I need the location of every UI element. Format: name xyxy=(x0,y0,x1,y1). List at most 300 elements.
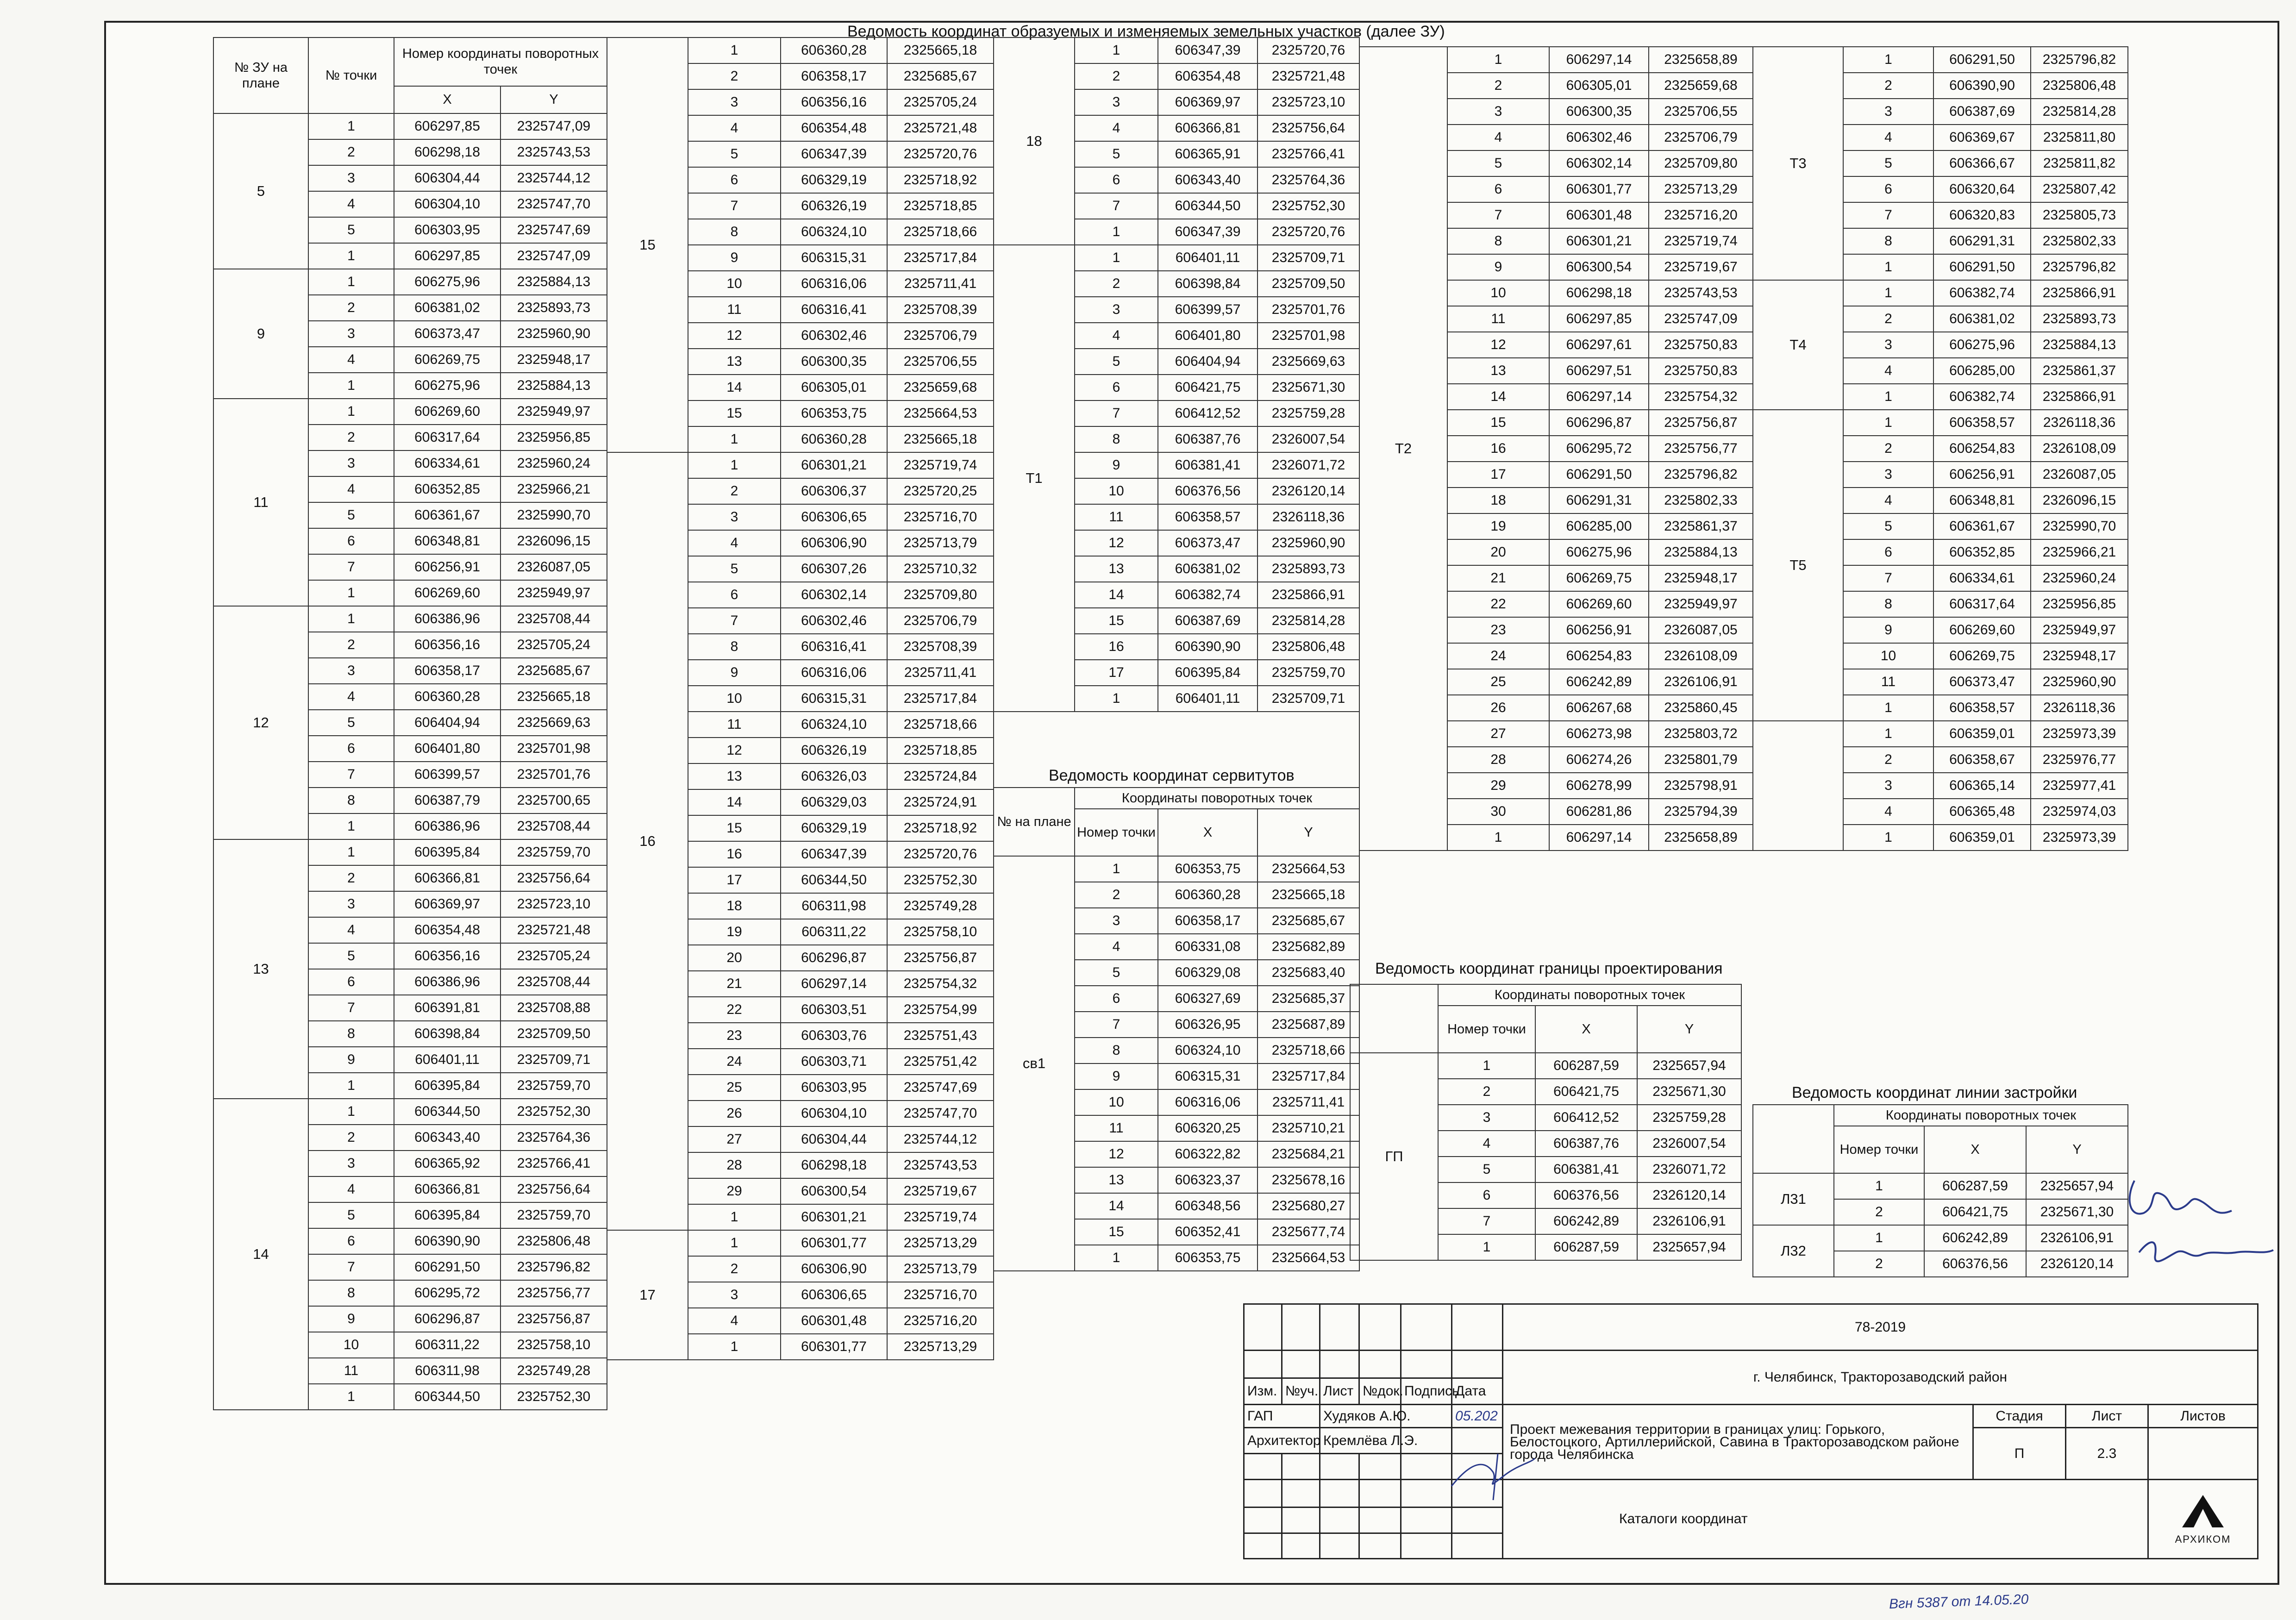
point-no-cell: 1 xyxy=(308,1099,394,1125)
x-cell: 606366,81 xyxy=(394,865,500,891)
y-cell: 2325724,84 xyxy=(887,763,994,789)
x-cell: 606361,67 xyxy=(394,502,500,528)
zu-table-1 xyxy=(213,37,607,1410)
x-cell: 606302,46 xyxy=(781,323,887,349)
x-cell: 606395,84 xyxy=(394,839,500,865)
x-cell: 606315,31 xyxy=(781,245,887,271)
point-no-cell: 7 xyxy=(1843,565,1933,591)
table-row xyxy=(1753,47,2128,73)
x-cell: 606401,11 xyxy=(1158,686,1257,712)
y-cell: 2325743,53 xyxy=(500,139,607,165)
stage-header: Стадия xyxy=(1973,1405,2066,1428)
y-cell: 2325811,82 xyxy=(2031,150,2128,176)
x-cell: 606291,50 xyxy=(394,1254,500,1280)
y-cell: 2326096,15 xyxy=(500,528,607,554)
point-no-cell: 5 xyxy=(308,1202,394,1228)
table-row xyxy=(213,606,607,632)
x-cell: 606275,96 xyxy=(1549,539,1649,565)
y-cell: 2325701,76 xyxy=(500,762,607,788)
x-cell: 606304,10 xyxy=(394,191,500,217)
y-cell: 2325751,43 xyxy=(887,1023,994,1049)
y-cell: 2325807,42 xyxy=(2031,176,2128,202)
y-cell: 2325718,66 xyxy=(887,712,994,738)
point-no-cell: 2 xyxy=(688,1256,781,1282)
x-cell: 606373,47 xyxy=(1158,530,1257,556)
x-cell: 606348,81 xyxy=(394,528,500,554)
x-cell: 606269,60 xyxy=(394,399,500,425)
x-cell: 606297,85 xyxy=(1549,306,1649,332)
x-cell: 606256,91 xyxy=(1933,462,2031,488)
y-cell: 2325806,48 xyxy=(2031,73,2128,99)
point-no-cell: 10 xyxy=(308,1332,394,1358)
point-no-cell: 8 xyxy=(308,1280,394,1306)
header-y: Y xyxy=(2026,1126,2128,1173)
zu-id-cell: 12 xyxy=(213,606,308,839)
x-cell: 606329,08 xyxy=(1158,960,1257,986)
x-cell: 606360,28 xyxy=(781,426,887,452)
y-cell: 2325884,13 xyxy=(1649,539,1753,565)
point-no-cell: 3 xyxy=(308,1151,394,1176)
point-no-cell: 23 xyxy=(688,1023,781,1049)
header-y: Y xyxy=(1257,809,1359,856)
x-cell: 606275,96 xyxy=(394,373,500,399)
y-cell: 2326071,72 xyxy=(1637,1157,1741,1182)
point-no-cell: 3 xyxy=(308,165,394,191)
role-arch: Архитектор xyxy=(1244,1428,1320,1454)
x-cell: 606386,96 xyxy=(394,813,500,839)
point-no-cell: 4 xyxy=(688,115,781,141)
point-no-cell: 7 xyxy=(1075,1012,1158,1038)
y-cell: 2325956,85 xyxy=(500,425,607,450)
y-cell: 2325990,70 xyxy=(500,502,607,528)
point-no-cell: 7 xyxy=(308,995,394,1021)
point-no-cell: 1 xyxy=(1843,410,1933,436)
y-cell: 2325719,67 xyxy=(887,1178,994,1204)
x-cell: 606298,18 xyxy=(1549,280,1649,306)
x-cell: 606373,47 xyxy=(1933,669,2031,695)
zu-id-cell: 11 xyxy=(213,399,308,606)
point-no-cell: 20 xyxy=(688,945,781,971)
y-cell: 2325806,48 xyxy=(500,1228,607,1254)
x-cell: 606269,60 xyxy=(1933,617,2031,643)
point-no-cell: 6 xyxy=(1075,167,1158,193)
point-no-cell: 17 xyxy=(688,867,781,893)
x-cell: 606327,69 xyxy=(1158,986,1257,1012)
x-cell: 606301,21 xyxy=(781,1204,887,1230)
point-no-cell: 15 xyxy=(688,400,781,426)
header-lz-empty xyxy=(1753,1105,1834,1173)
x-cell: 606275,96 xyxy=(394,269,500,295)
point-no-cell: 3 xyxy=(1075,89,1158,115)
header-coords: Координаты поворотных точек xyxy=(1834,1105,2128,1126)
y-cell: 2325665,18 xyxy=(500,684,607,710)
y-cell: 2325743,53 xyxy=(1649,280,1753,306)
point-no-cell: 9 xyxy=(1843,617,1933,643)
point-no-cell: 12 xyxy=(1075,1141,1158,1167)
y-cell: 2325756,87 xyxy=(500,1306,607,1332)
point-no-cell: 15 xyxy=(1447,410,1549,436)
x-cell: 606306,90 xyxy=(781,530,887,556)
y-cell: 2325669,63 xyxy=(500,710,607,736)
y-cell: 2325710,21 xyxy=(1257,1115,1359,1141)
y-cell: 2325700,65 xyxy=(500,788,607,813)
y-cell: 2326120,14 xyxy=(2026,1251,2128,1277)
y-cell: 2325659,68 xyxy=(887,375,994,400)
zu-id-cell: Т1 xyxy=(994,245,1075,712)
x-cell: 606347,39 xyxy=(781,841,887,867)
y-cell: 2325960,24 xyxy=(500,450,607,476)
point-no-cell: 2 xyxy=(308,139,394,165)
y-cell: 2325796,82 xyxy=(2031,254,2128,280)
zu-id-cell: Т5 xyxy=(1753,410,1843,721)
y-cell: 2326087,05 xyxy=(1649,617,1753,643)
y-cell: 2325747,69 xyxy=(500,217,607,243)
y-cell: 2325750,83 xyxy=(1649,332,1753,358)
y-cell: 2325713,79 xyxy=(887,1256,994,1282)
x-cell: 606334,61 xyxy=(1933,565,2031,591)
col-data: Дата xyxy=(1452,1378,1503,1405)
point-no-cell: 1 xyxy=(1075,245,1158,271)
y-cell: 2325766,41 xyxy=(500,1151,607,1176)
point-no-cell: 7 xyxy=(688,193,781,219)
x-cell: 606387,69 xyxy=(1158,608,1257,634)
y-cell: 2325759,70 xyxy=(500,839,607,865)
point-no-cell: 16 xyxy=(1075,634,1158,660)
y-cell: 2325756,87 xyxy=(1649,410,1753,436)
point-no-cell: 15 xyxy=(1075,608,1158,634)
table-row xyxy=(213,113,607,139)
y-cell: 2326106,91 xyxy=(1637,1208,1741,1234)
x-cell: 606304,44 xyxy=(394,165,500,191)
point-no-cell: 4 xyxy=(1843,488,1933,513)
y-cell: 2325749,28 xyxy=(887,893,994,919)
y-cell: 2325711,41 xyxy=(1257,1089,1359,1115)
y-cell: 2325713,79 xyxy=(887,530,994,556)
y-cell: 2325751,42 xyxy=(887,1049,994,1075)
x-cell: 606285,00 xyxy=(1933,358,2031,384)
table-row xyxy=(1753,280,2128,306)
header-gp-empty xyxy=(1350,984,1438,1053)
x-cell: 606347,39 xyxy=(1158,38,1257,63)
point-no-cell: 2 xyxy=(1075,63,1158,89)
x-cell: 606297,14 xyxy=(1549,825,1649,851)
point-no-cell: 25 xyxy=(688,1075,781,1101)
y-cell: 2326087,05 xyxy=(500,554,607,580)
y-cell: 2325701,98 xyxy=(500,736,607,762)
x-cell: 606301,48 xyxy=(781,1308,887,1334)
point-no-cell: 11 xyxy=(688,297,781,323)
x-cell: 606401,11 xyxy=(394,1047,500,1073)
y-cell: 2325866,91 xyxy=(2031,280,2128,306)
x-cell: 606343,40 xyxy=(394,1125,500,1151)
x-cell: 606320,25 xyxy=(1158,1115,1257,1141)
y-cell: 2325718,66 xyxy=(887,219,994,245)
x-cell: 606358,57 xyxy=(1933,695,2031,721)
y-cell: 2325716,70 xyxy=(887,1282,994,1308)
y-cell: 2325861,37 xyxy=(1649,513,1753,539)
x-cell: 606301,77 xyxy=(781,1230,887,1256)
header-x: X xyxy=(1924,1126,2026,1173)
point-no-cell: 11 xyxy=(1843,669,1933,695)
y-cell: 2325721,48 xyxy=(887,115,994,141)
header-nomer-tochki: Номер точки xyxy=(1834,1126,1924,1173)
x-cell: 606348,81 xyxy=(1933,488,2031,513)
point-no-cell: 1 xyxy=(1843,721,1933,747)
col-izm: Изм. xyxy=(1244,1378,1282,1405)
y-cell: 2325750,83 xyxy=(1649,358,1753,384)
y-cell: 2325802,33 xyxy=(1649,488,1753,513)
point-no-cell: 1 xyxy=(1843,384,1933,410)
x-cell: 606344,50 xyxy=(1158,193,1257,219)
x-cell: 606300,54 xyxy=(781,1178,887,1204)
point-no-cell: 19 xyxy=(1447,513,1549,539)
x-cell: 606300,35 xyxy=(781,349,887,375)
point-no-cell: 16 xyxy=(688,841,781,867)
header-x: X xyxy=(1535,1006,1637,1053)
point-no-cell: 24 xyxy=(1447,643,1549,669)
y-cell: 2325759,28 xyxy=(1637,1105,1741,1131)
point-no-cell: 1 xyxy=(688,1230,781,1256)
point-no-cell: 29 xyxy=(1447,773,1549,799)
y-cell: 2325976,77 xyxy=(2031,747,2128,773)
y-cell: 2325717,84 xyxy=(1257,1063,1359,1089)
x-cell: 606360,28 xyxy=(1158,882,1257,908)
y-cell: 2325685,37 xyxy=(1257,986,1359,1012)
x-cell: 606242,89 xyxy=(1549,669,1649,695)
zu-id-cell: 13 xyxy=(213,839,308,1099)
table-row xyxy=(994,856,1359,882)
x-cell: 606356,16 xyxy=(781,89,887,115)
y-cell: 2325706,55 xyxy=(1649,99,1753,125)
y-cell: 2325756,64 xyxy=(1257,115,1359,141)
x-cell: 606273,98 xyxy=(1549,721,1649,747)
y-cell: 2325758,10 xyxy=(500,1332,607,1358)
point-no-cell: 1 xyxy=(308,399,394,425)
point-no-cell: 13 xyxy=(688,349,781,375)
point-no-cell: 14 xyxy=(1075,1193,1158,1219)
point-no-cell: 22 xyxy=(1447,591,1549,617)
x-cell: 606352,85 xyxy=(394,476,500,502)
y-cell: 2325752,30 xyxy=(500,1384,607,1410)
table-row xyxy=(213,839,607,865)
point-no-cell: 6 xyxy=(1843,176,1933,202)
x-cell: 606399,57 xyxy=(1158,297,1257,323)
point-no-cell: 5 xyxy=(308,217,394,243)
zu-id-cell: 5 xyxy=(213,113,308,269)
x-cell: 606323,37 xyxy=(1158,1167,1257,1193)
x-cell: 606275,96 xyxy=(1933,332,2031,358)
x-cell: 606304,10 xyxy=(781,1101,887,1126)
y-cell: 2325966,21 xyxy=(2031,539,2128,565)
y-cell: 2325749,28 xyxy=(500,1358,607,1384)
x-cell: 606301,77 xyxy=(1549,176,1649,202)
y-cell: 2325716,70 xyxy=(887,504,994,530)
x-cell: 606390,90 xyxy=(1158,634,1257,660)
point-no-cell: 4 xyxy=(308,1176,394,1202)
x-cell: 606348,56 xyxy=(1158,1193,1257,1219)
point-no-cell: 1 xyxy=(1834,1173,1924,1199)
point-no-cell: 1 xyxy=(1075,686,1158,712)
point-no-cell: 1 xyxy=(308,1384,394,1410)
x-cell: 606365,91 xyxy=(1158,141,1257,167)
header-coords: Координаты поворотных точек xyxy=(1075,788,1359,809)
point-no-cell: 2 xyxy=(308,632,394,658)
y-cell: 2325805,73 xyxy=(2031,202,2128,228)
y-cell: 2325709,50 xyxy=(500,1021,607,1047)
y-cell: 2325759,28 xyxy=(1257,400,1359,426)
table-row xyxy=(213,1099,607,1125)
point-no-cell: 13 xyxy=(1447,358,1549,384)
x-cell: 606316,41 xyxy=(781,634,887,660)
point-no-cell: 1 xyxy=(1447,47,1549,73)
x-cell: 606326,95 xyxy=(1158,1012,1257,1038)
x-cell: 606302,46 xyxy=(1549,125,1649,150)
x-cell: 606354,48 xyxy=(394,917,500,943)
y-cell: 2325683,40 xyxy=(1257,960,1359,986)
x-cell: 606354,48 xyxy=(1158,63,1257,89)
x-cell: 606297,51 xyxy=(1549,358,1649,384)
x-cell: 606399,57 xyxy=(394,762,500,788)
y-cell: 2325718,85 xyxy=(887,738,994,763)
table-row xyxy=(994,245,1359,271)
point-no-cell: 26 xyxy=(1447,695,1549,721)
point-no-cell: 1 xyxy=(308,373,394,399)
point-no-cell: 14 xyxy=(688,375,781,400)
x-cell: 606306,37 xyxy=(781,478,887,504)
x-cell: 606285,00 xyxy=(1549,513,1649,539)
x-cell: 606329,03 xyxy=(781,789,887,815)
x-cell: 606381,02 xyxy=(394,295,500,321)
point-no-cell: 3 xyxy=(688,1282,781,1308)
x-cell: 606361,67 xyxy=(1933,513,2031,539)
point-no-cell: 1 xyxy=(308,606,394,632)
point-no-cell: 4 xyxy=(1843,125,1933,150)
x-cell: 606316,06 xyxy=(781,660,887,686)
point-no-cell: 4 xyxy=(308,684,394,710)
x-cell: 606412,52 xyxy=(1535,1105,1637,1131)
point-no-cell: 1 xyxy=(1438,1053,1535,1079)
table-row xyxy=(1753,1173,2128,1199)
x-cell: 606324,10 xyxy=(781,219,887,245)
y-cell: 2325764,36 xyxy=(1257,167,1359,193)
point-no-cell: 4 xyxy=(308,917,394,943)
x-cell: 606324,10 xyxy=(1158,1038,1257,1063)
y-cell: 2325756,77 xyxy=(500,1280,607,1306)
doc-place: г. Челябинск, Тракторозаводский район xyxy=(1503,1351,2258,1405)
x-cell: 606296,87 xyxy=(1549,410,1649,436)
x-cell: 606315,31 xyxy=(1158,1063,1257,1089)
point-no-cell: 9 xyxy=(688,245,781,271)
x-cell: 606256,91 xyxy=(394,554,500,580)
x-cell: 606311,98 xyxy=(394,1358,500,1384)
point-no-cell: 1 xyxy=(688,1334,781,1360)
y-cell: 2325893,73 xyxy=(500,295,607,321)
y-cell: 2325960,90 xyxy=(500,321,607,347)
x-cell: 606376,56 xyxy=(1924,1251,2026,1277)
y-cell: 2325949,97 xyxy=(1649,591,1753,617)
point-no-cell: 8 xyxy=(1843,591,1933,617)
x-cell: 606291,50 xyxy=(1933,254,2031,280)
point-no-cell: 4 xyxy=(1075,934,1158,960)
x-cell: 606387,76 xyxy=(1535,1131,1637,1157)
point-no-cell: 2 xyxy=(688,63,781,89)
x-cell: 606301,21 xyxy=(1549,228,1649,254)
y-cell: 2325708,39 xyxy=(887,297,994,323)
y-cell: 2325747,70 xyxy=(500,191,607,217)
x-cell: 606296,87 xyxy=(394,1306,500,1332)
x-cell: 606366,67 xyxy=(1933,150,2031,176)
y-cell: 2325866,91 xyxy=(2031,384,2128,410)
y-cell: 2325960,90 xyxy=(1257,530,1359,556)
col-podpis: Подпись xyxy=(1401,1378,1452,1405)
x-cell: 606242,89 xyxy=(1535,1208,1637,1234)
y-cell: 2325747,09 xyxy=(500,243,607,269)
x-cell: 606269,75 xyxy=(1549,565,1649,591)
x-cell: 606274,26 xyxy=(1549,747,1649,773)
y-cell: 2325796,82 xyxy=(1649,462,1753,488)
x-cell: 606269,60 xyxy=(1549,591,1649,617)
x-cell: 606369,97 xyxy=(394,891,500,917)
point-no-cell: 5 xyxy=(1447,150,1549,176)
point-no-cell: 8 xyxy=(1843,228,1933,254)
point-no-cell: 1 xyxy=(1438,1234,1535,1260)
logo-text: АРХИКОМ xyxy=(2175,1533,2231,1545)
y-cell: 2325701,98 xyxy=(1257,323,1359,349)
x-cell: 606326,03 xyxy=(781,763,887,789)
x-cell: 606295,72 xyxy=(1549,436,1649,462)
point-no-cell: 1 xyxy=(688,38,781,63)
header-x: X xyxy=(1158,809,1257,856)
x-cell: 606421,75 xyxy=(1535,1079,1637,1105)
point-no-cell: 1 xyxy=(1834,1225,1924,1251)
point-no-cell: 9 xyxy=(1447,254,1549,280)
x-cell: 606320,83 xyxy=(1933,202,2031,228)
point-no-cell: 18 xyxy=(688,893,781,919)
x-cell: 606360,28 xyxy=(781,38,887,63)
y-cell: 2325747,69 xyxy=(887,1075,994,1101)
point-no-cell: 3 xyxy=(688,504,781,530)
y-cell: 2325744,12 xyxy=(887,1126,994,1152)
point-no-cell: 1 xyxy=(308,113,394,139)
point-no-cell: 4 xyxy=(1438,1131,1535,1157)
header-y: Y xyxy=(1637,1006,1741,1053)
x-cell: 606303,71 xyxy=(781,1049,887,1075)
y-cell: 2325664,53 xyxy=(1257,1245,1359,1271)
point-no-cell: 17 xyxy=(1075,660,1158,686)
point-no-cell: 6 xyxy=(1075,375,1158,400)
x-cell: 606320,64 xyxy=(1933,176,2031,202)
point-no-cell: 29 xyxy=(688,1178,781,1204)
x-cell: 606267,68 xyxy=(1549,695,1649,721)
point-no-cell: 20 xyxy=(1447,539,1549,565)
point-no-cell: 6 xyxy=(1075,986,1158,1012)
point-no-cell: 2 xyxy=(1447,73,1549,99)
point-no-cell: 13 xyxy=(688,763,781,789)
point-no-cell: 5 xyxy=(1843,150,1933,176)
x-cell: 606347,39 xyxy=(781,141,887,167)
point-no-cell: 27 xyxy=(1447,721,1549,747)
point-no-cell: 10 xyxy=(688,686,781,712)
y-cell: 2326071,72 xyxy=(1257,452,1359,478)
y-cell: 2326087,05 xyxy=(2031,462,2128,488)
point-no-cell: 4 xyxy=(1447,125,1549,150)
point-no-cell: 6 xyxy=(308,736,394,762)
point-no-cell: 5 xyxy=(688,141,781,167)
x-cell: 606303,51 xyxy=(781,997,887,1023)
x-cell: 606356,16 xyxy=(394,632,500,658)
y-cell: 2325860,45 xyxy=(1649,695,1753,721)
point-no-cell: 3 xyxy=(308,658,394,684)
